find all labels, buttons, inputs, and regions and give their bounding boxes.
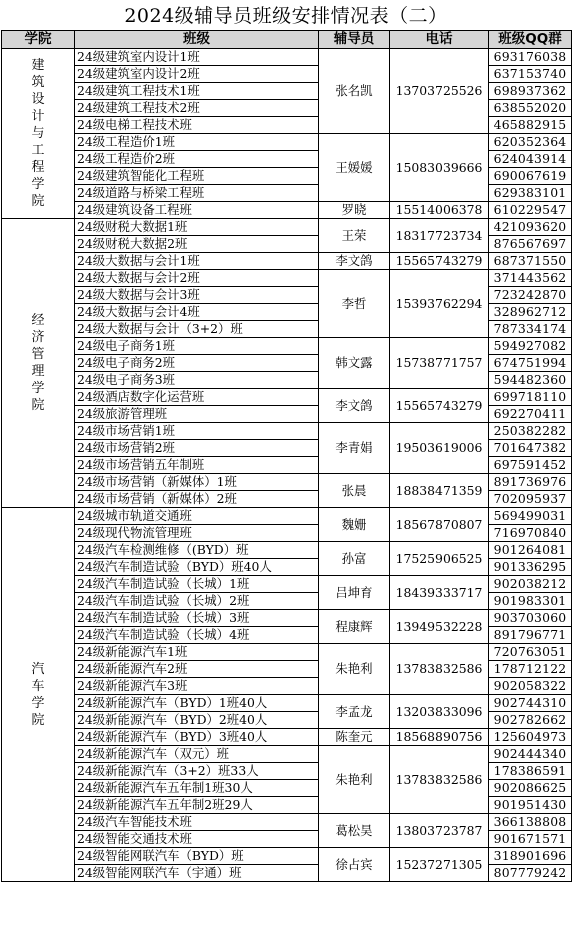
qq-group-cell: 891736976 (489, 474, 572, 491)
table-row (2, 474, 572, 491)
college-name: 建筑设计与工程学院 (31, 58, 45, 209)
class-name-cell: 24级城市轨道交通班 (75, 508, 319, 525)
phone-cell: 13949532228 (390, 610, 489, 644)
phone-cell: 15738771757 (390, 338, 489, 389)
header-class: 班级 (75, 31, 319, 49)
qq-group-cell: 698937362 (489, 83, 572, 100)
table-row (2, 219, 572, 236)
counselor-cell: 朱艳利 (319, 644, 390, 695)
qq-group-cell: 693176038 (489, 49, 572, 66)
phone-cell: 15565743279 (390, 253, 489, 270)
qq-group-cell: 620352364 (489, 134, 572, 151)
class-name-cell: 24级电梯工程技术班 (75, 117, 319, 134)
counselor-cell: 张名凯 (319, 49, 390, 134)
qq-group-cell: 638552020 (489, 100, 572, 117)
class-name-cell: 24级电子商务2班 (75, 355, 319, 372)
class-name-cell: 24级市场营销2班 (75, 440, 319, 457)
class-name-cell: 24级新能源汽车五年制2班29人 (75, 797, 319, 814)
class-name-cell: 24级大数据与会计4班 (75, 304, 319, 321)
class-name-cell: 24级工程造价1班 (75, 134, 319, 151)
phone-cell: 15083039666 (390, 134, 489, 202)
class-name-cell: 24级市场营销（新媒体）1班 (75, 474, 319, 491)
class-name-cell: 24级智能交通技术班 (75, 831, 319, 848)
counselor-cell: 李青娟 (319, 423, 390, 474)
table-row (2, 338, 572, 355)
class-name-cell: 24级建筑室内设计2班 (75, 66, 319, 83)
table-row (2, 695, 572, 712)
class-name-cell: 24级大数据与会计（3+2）班 (75, 321, 319, 338)
counselor-cell: 王媛媛 (319, 134, 390, 202)
qq-group-cell: 901671571 (489, 831, 572, 848)
class-name-cell: 24级新能源汽车2班 (75, 661, 319, 678)
counselor-cell: 王荣 (319, 219, 390, 253)
qq-group-cell: 125604973 (489, 729, 572, 746)
phone-cell: 19503619006 (390, 423, 489, 474)
qq-group-cell: 902744310 (489, 695, 572, 712)
class-name-cell: 24级建筑工程技术2班 (75, 100, 319, 117)
qq-group-cell: 465882915 (489, 117, 572, 134)
table-row (2, 644, 572, 661)
qq-group-cell: 702095937 (489, 491, 572, 508)
qq-group-cell: 807779242 (489, 865, 572, 882)
qq-group-cell: 902444340 (489, 746, 572, 763)
class-name-cell: 24级旅游管理班 (75, 406, 319, 423)
table-row (2, 508, 572, 525)
qq-group-cell: 787334174 (489, 321, 572, 338)
qq-group-cell: 687371550 (489, 253, 572, 270)
class-name-cell: 24级工程造价2班 (75, 151, 319, 168)
class-name-cell: 24级新能源汽车（BYD）1班40人 (75, 695, 319, 712)
qq-group-cell: 697591452 (489, 457, 572, 474)
table-row (2, 270, 572, 287)
class-name-cell: 24级汽车制造试验（长城）1班 (75, 576, 319, 593)
class-name-cell: 24级市场营销五年制班 (75, 457, 319, 474)
qq-group-cell: 891796771 (489, 627, 572, 644)
phone-cell: 15565743279 (390, 389, 489, 423)
qq-group-cell: 901951430 (489, 797, 572, 814)
phone-cell: 15393762294 (390, 270, 489, 338)
class-name-cell: 24级市场营销1班 (75, 423, 319, 440)
table-row (2, 134, 572, 151)
counselor-cell: 吕坤育 (319, 576, 390, 610)
phone-cell: 18439333717 (390, 576, 489, 610)
counselor-cell: 韩文露 (319, 338, 390, 389)
counselor-cell: 朱艳利 (319, 746, 390, 814)
qq-group-cell: 716970840 (489, 525, 572, 542)
header-qq-group: 班级QQ群 (489, 31, 572, 49)
class-name-cell: 24级建筑智能化工程班 (75, 168, 319, 185)
table-row (2, 253, 572, 270)
table-row (2, 49, 572, 66)
college-cell (2, 219, 75, 508)
qq-group-cell: 723242870 (489, 287, 572, 304)
counselor-table (1, 30, 572, 882)
qq-group-cell: 902038212 (489, 576, 572, 593)
table-row (2, 814, 572, 831)
phone-cell: 18838471359 (390, 474, 489, 508)
class-name-cell: 24级电子商务3班 (75, 372, 319, 389)
phone-cell: 15237271305 (390, 848, 489, 882)
class-name-cell: 24级汽车制造试验（BYD）班40人 (75, 559, 319, 576)
class-name-cell: 24级道路与桥梁工程班 (75, 185, 319, 202)
phone-cell: 18568890756 (390, 729, 489, 746)
counselor-cell: 魏姗 (319, 508, 390, 542)
counselor-cell: 徐占宾 (319, 848, 390, 882)
table-row (2, 202, 572, 219)
phone-cell: 13783832586 (390, 746, 489, 814)
qq-group-cell: 902086625 (489, 780, 572, 797)
phone-cell: 18317723734 (390, 219, 489, 253)
header-phone: 电话 (390, 31, 489, 49)
qq-group-cell: 876567697 (489, 236, 572, 253)
class-name-cell: 24级建筑室内设计1班 (75, 49, 319, 66)
qq-group-cell: 629383101 (489, 185, 572, 202)
qq-group-cell: 421093620 (489, 219, 572, 236)
counselor-cell: 陈奎元 (319, 729, 390, 746)
qq-group-cell: 674751994 (489, 355, 572, 372)
qq-group-cell: 701647382 (489, 440, 572, 457)
table-row (2, 423, 572, 440)
qq-group-cell: 328962712 (489, 304, 572, 321)
counselor-cell: 罗晓 (319, 202, 390, 219)
class-name-cell: 24级酒店数字化运营班 (75, 389, 319, 406)
class-name-cell: 24级新能源汽车（3+2）班33人 (75, 763, 319, 780)
class-name-cell: 24级新能源汽车（BYD）3班40人 (75, 729, 319, 746)
header-college: 学院 (2, 31, 75, 49)
counselor-cell: 程康辉 (319, 610, 390, 644)
class-name-cell: 24级财税大数据1班 (75, 219, 319, 236)
table-row (2, 389, 572, 406)
counselor-cell: 李文鸽 (319, 253, 390, 270)
qq-group-cell: 699718110 (489, 389, 572, 406)
class-name-cell: 24级新能源汽车3班 (75, 678, 319, 695)
table-body (2, 49, 572, 882)
qq-group-cell: 901983301 (489, 593, 572, 610)
qq-group-cell: 901264081 (489, 542, 572, 559)
qq-group-cell: 178712122 (489, 661, 572, 678)
class-name-cell: 24级智能网联汽车（宇通）班 (75, 865, 319, 882)
qq-group-cell: 250382282 (489, 423, 572, 440)
table-row (2, 848, 572, 865)
table-row (2, 729, 572, 746)
counselor-cell: 孙富 (319, 542, 390, 576)
header-counselor: 辅导员 (319, 31, 390, 49)
qq-group-cell: 318901696 (489, 848, 572, 865)
qq-group-cell: 366138808 (489, 814, 572, 831)
class-name-cell: 24级汽车检测维修（(BYD）班 (75, 542, 319, 559)
qq-group-cell: 902058322 (489, 678, 572, 695)
qq-group-cell: 692270411 (489, 406, 572, 423)
class-name-cell: 24级新能源汽车1班 (75, 644, 319, 661)
table-row (2, 746, 572, 763)
class-name-cell: 24级新能源汽车（双元）班 (75, 746, 319, 763)
phone-cell: 17525906525 (390, 542, 489, 576)
counselor-cell: 李哲 (319, 270, 390, 338)
class-name-cell: 24级新能源汽车（BYD）2班40人 (75, 712, 319, 729)
table-row (2, 542, 572, 559)
class-name-cell: 24级财税大数据2班 (75, 236, 319, 253)
college-name: 经济管理学院 (31, 313, 45, 413)
qq-group-cell: 901336295 (489, 559, 572, 576)
qq-group-cell: 720763051 (489, 644, 572, 661)
page-title: 2024级辅导员班级安排情况表（二） (124, 5, 448, 27)
counselor-cell: 葛松昊 (319, 814, 390, 848)
counselor-cell: 李文鸽 (319, 389, 390, 423)
phone-cell: 13783832586 (390, 644, 489, 695)
qq-group-cell: 569499031 (489, 508, 572, 525)
college-cell (2, 508, 75, 882)
table-row (2, 576, 572, 593)
college-cell (2, 49, 75, 219)
counselor-cell: 张晨 (319, 474, 390, 508)
qq-group-cell: 610229547 (489, 202, 572, 219)
header-row (2, 31, 572, 49)
class-name-cell: 24级汽车制造试验（长城）2班 (75, 593, 319, 610)
class-name-cell: 24级汽车智能技术班 (75, 814, 319, 831)
class-name-cell: 24级现代物流管理班 (75, 525, 319, 542)
qq-group-cell: 690067619 (489, 168, 572, 185)
table-row (2, 610, 572, 627)
qq-group-cell: 624043914 (489, 151, 572, 168)
class-name-cell: 24级大数据与会计1班 (75, 253, 319, 270)
qq-group-cell: 371443562 (489, 270, 572, 287)
college-name: 汽车学院 (31, 661, 45, 728)
phone-cell: 18567870807 (390, 508, 489, 542)
class-name-cell: 24级电子商务1班 (75, 338, 319, 355)
class-name-cell: 24级大数据与会计3班 (75, 287, 319, 304)
phone-cell: 13203833096 (390, 695, 489, 729)
class-name-cell: 24级建筑工程技术1班 (75, 83, 319, 100)
class-name-cell: 24级市场营销（新媒体）2班 (75, 491, 319, 508)
class-name-cell: 24级新能源汽车五年制1班30人 (75, 780, 319, 797)
class-name-cell: 24级汽车制造试验（长城）4班 (75, 627, 319, 644)
qq-group-cell: 903703060 (489, 610, 572, 627)
phone-cell: 13703725526 (390, 49, 489, 134)
qq-group-cell: 594482360 (489, 372, 572, 389)
qq-group-cell: 902782662 (489, 712, 572, 729)
class-name-cell: 24级大数据与会计2班 (75, 270, 319, 287)
class-name-cell: 24级智能网联汽车（BYD）班 (75, 848, 319, 865)
class-name-cell: 24级建筑设备工程班 (75, 202, 319, 219)
qq-group-cell: 178386591 (489, 763, 572, 780)
counselor-cell: 李孟龙 (319, 695, 390, 729)
phone-cell: 13803723787 (390, 814, 489, 848)
qq-group-cell: 594927082 (489, 338, 572, 355)
qq-group-cell: 637153740 (489, 66, 572, 83)
phone-cell: 15514006378 (390, 202, 489, 219)
class-name-cell: 24级汽车制造试验（长城）3班 (75, 610, 319, 627)
